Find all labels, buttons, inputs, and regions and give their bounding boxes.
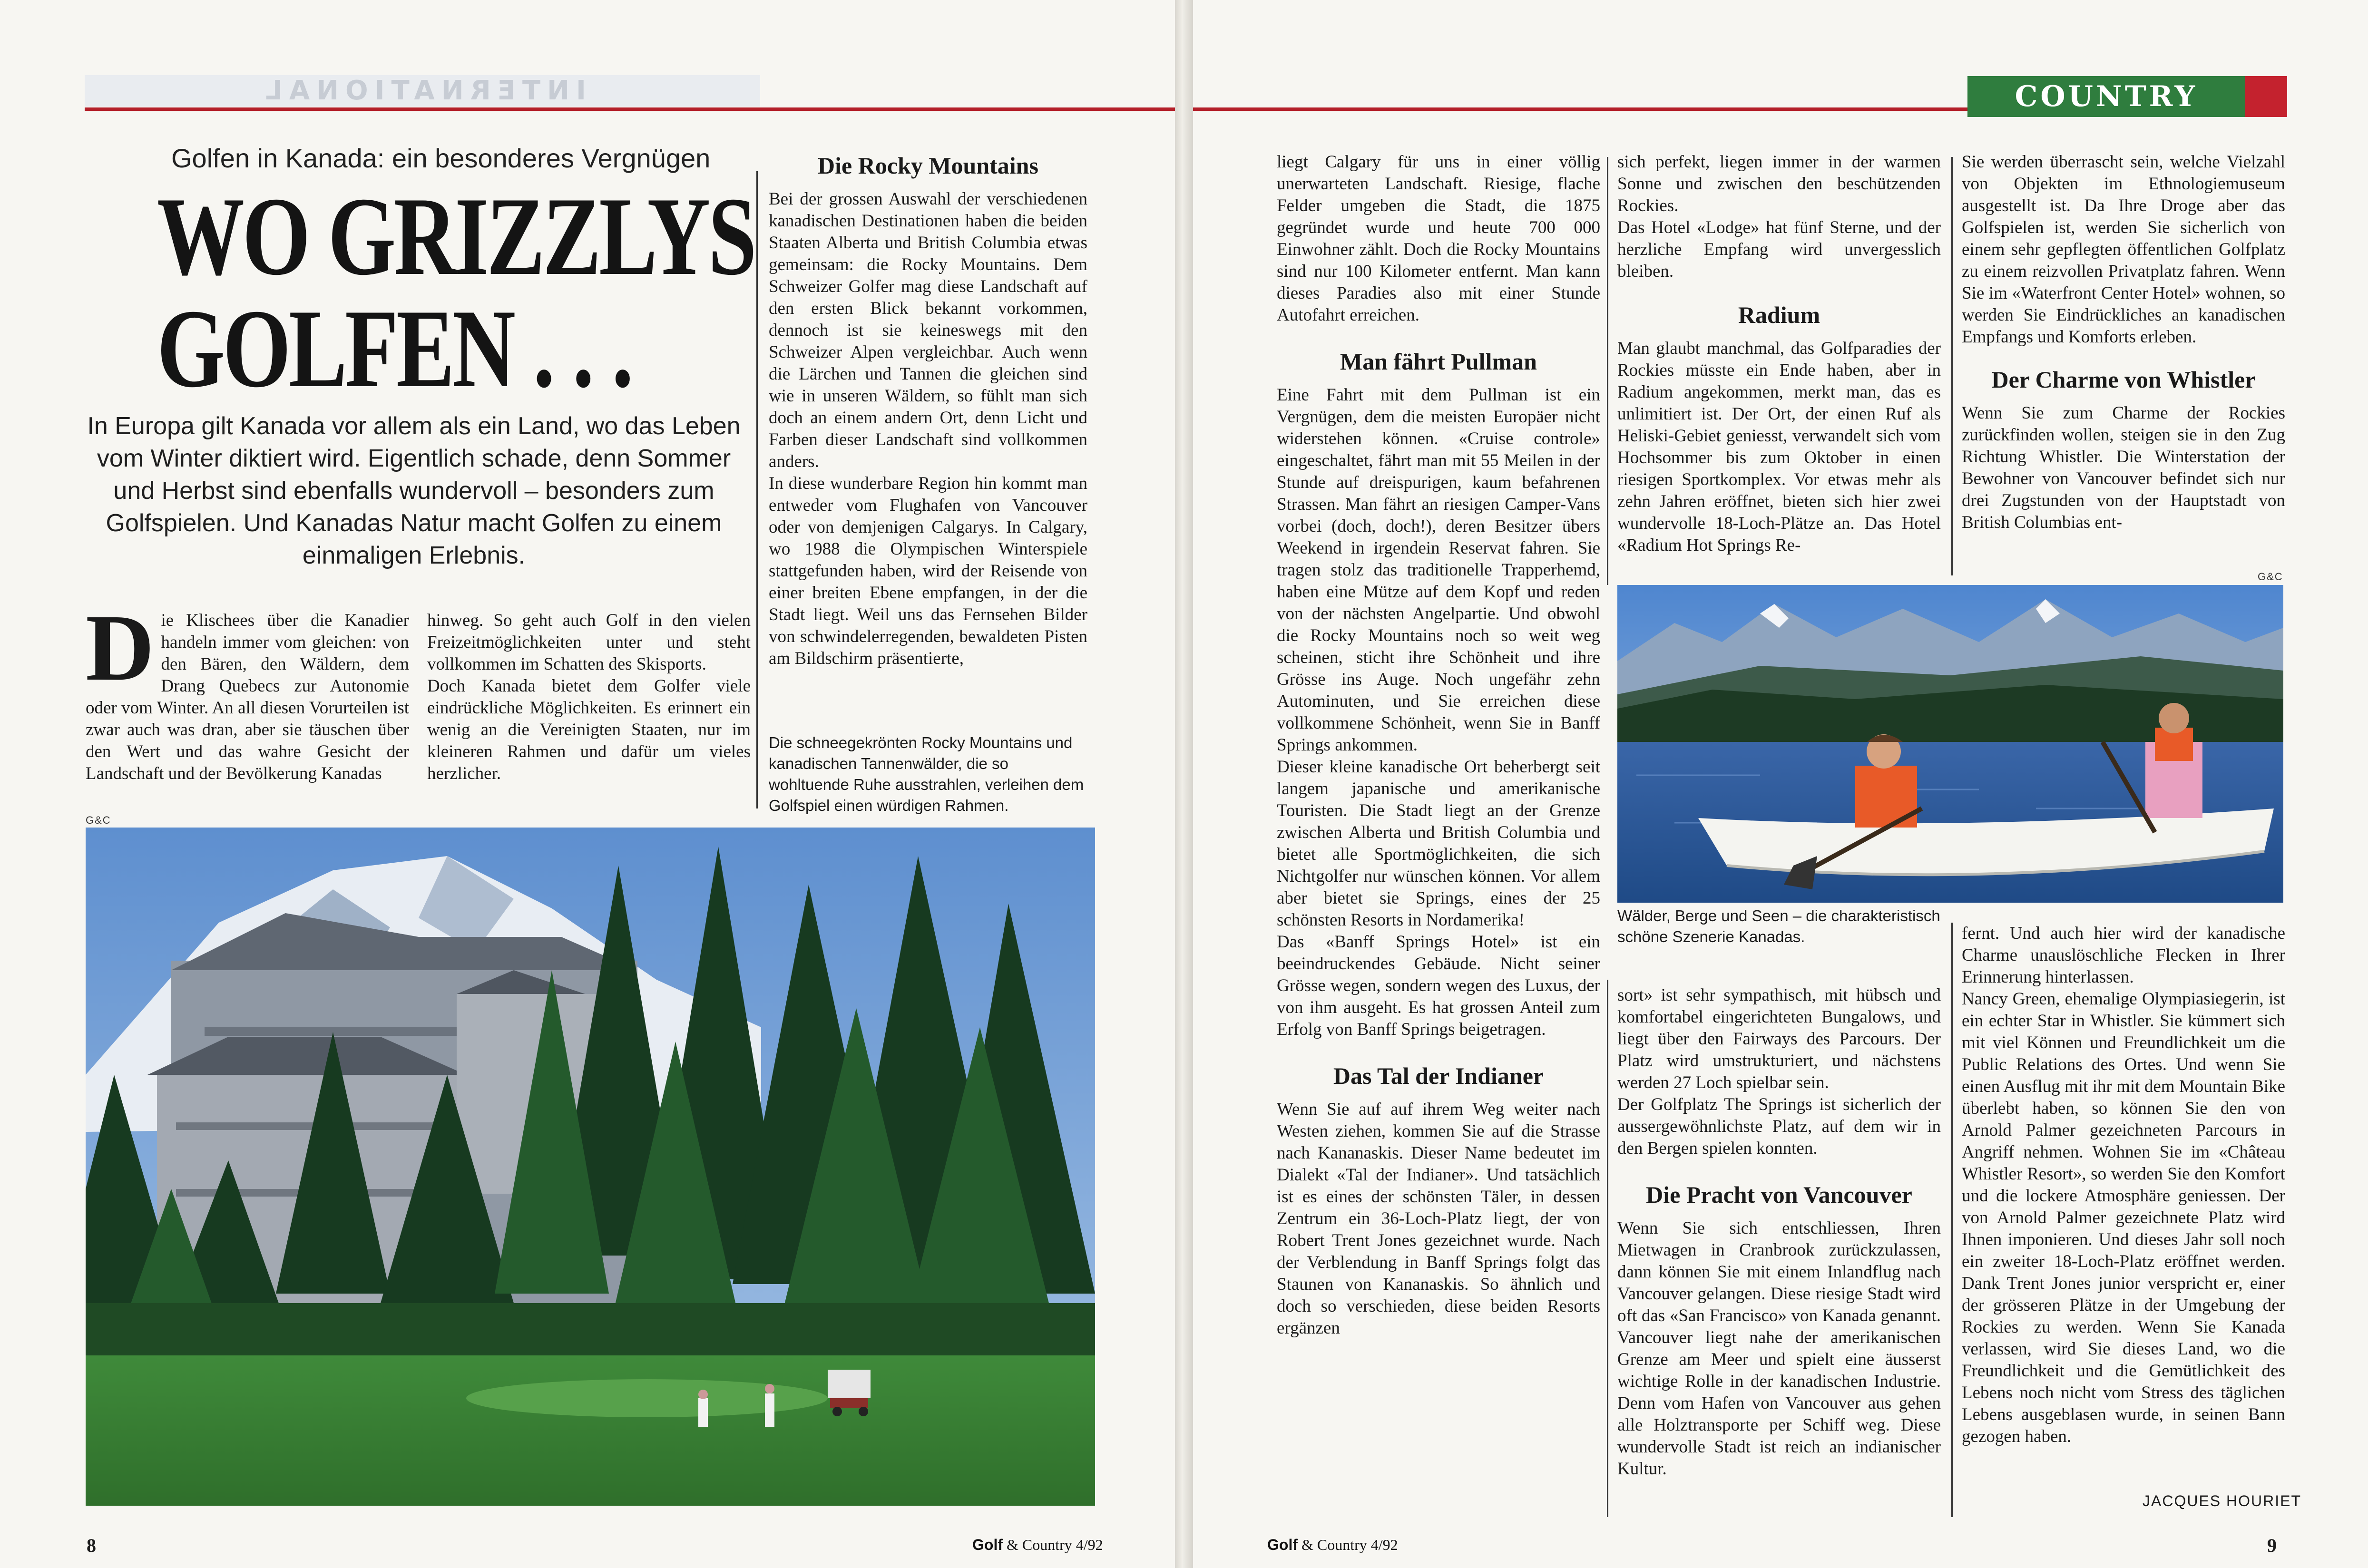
section-tab-international: INTERNATIONAL — [85, 75, 760, 107]
headline-line-1: WO GRIZZLYS — [157, 175, 755, 299]
right-column-3-bottom — [1962, 923, 2285, 1448]
footer-issue: & Country 4/92 — [1301, 1536, 1398, 1553]
footer-golf: Golf — [972, 1536, 1003, 1553]
subheading-whistler: Der Charme von Whistler — [1991, 366, 2256, 393]
footer-golf: Golf — [1267, 1536, 1298, 1553]
paragraph: Der Golfplatz The Springs ist sicherlich der aussergewöhnlichste Platz, auf dem wir in den Bergen spielen konnten. — [1617, 1095, 1941, 1158]
paragraph: Sie werden überrascht sein, welche Vielzahl von Objekten im Ethnologiemuseum ausgestellt ist. Da Ihre Droge aber das Golfspielen ist, werden Sie sicherlich von einem sehr gepflegten öffentlichen Golfplatz zu einem reizvollen Privatplatz fahren. Wenn Sie im «Waterfront Center Hotel» wohnen, so werden Sie Eindrückliches an kanadischen Empfangs und Komforts erleben. — [1962, 152, 2285, 347]
paragraph: Eine Fahrt mit dem Pullman ist ein Vergnügen, dem die meisten Europäer nicht widerstehen können. «Cruise controle» eingeschaltet, fährt man mit 55 Meilen in der Stunde auf dreispurigen, kaum befahrenen Strassen. Man fährt an riesigen Camper-Vans vorbei (doch, doch!), deren Besitzer übers Weekend in irgendein Reservat fahren. Sie tragen stolz das traditionelle Trapperhemd, haben eine Mütze auf dem Kopf und reden von der nächsten Angelpartie. Und obwohl die Rocky Mountains noch so weit weg scheinen, sticht ihre Schönheit und ihre Grösse ins Auge. Noch ungefähr zehn Autominuten, und Sie erreichen diese vollkommene Schönheit, wenn Sie in Banff Springs ankommen. — [1277, 385, 1600, 755]
resort-golf-photo — [86, 828, 1095, 1506]
footer-issue: & Country 4/92 — [1006, 1536, 1103, 1553]
column-divider — [1607, 980, 1608, 1517]
paragraph: Wenn Sie auf auf ihrem Weg weiter nach Westen ziehen, kommen Sie auf die Strasse nach Kananaskis. Dieser Name bedeutet im Dialekt «Tal der Indianer». Und tatsächlich ist es eines der schönsten Täler, in dessen Zentrum ein 36-Loch-Platz liegt, der von Robert Trent Jones gezeichnet wurde. Nach der Verblendung in Banff Springs folgt das Staunen von Kananaskis. So ähnlich und doch so verschieden, diese beiden Resorts ergänzen — [1277, 1100, 1600, 1338]
column-text: ie Klischees über die Kanadier handeln immer vom gleichen: von den Bären, den Wäldern, dem Drang Quebecs zur Autonomie oder vom Winter. An all diesen Vorurteilen ist zwar auch was dran, aber sie täuschen über den Wert und das wahre Gesicht der Landschaft und der Bevölkerung Kanadas — [86, 611, 409, 783]
header-rule-left — [85, 107, 1175, 111]
left-column-1 — [86, 595, 409, 785]
footer-magazine — [1267, 1536, 1398, 1554]
right-column-1 — [1277, 151, 1600, 1339]
paragraph: Dieser kleine kanadische Ort beherbergt seit langem japanische und amerikanische Touristen. Die Stadt liegt an der Grenze zwischen Alberta und British Columbia und bietet alle Sportmöglichkeiten, die sich Nichtgolfer nur wünschen können. Vor allem aber bietet sie Springs, eines der 25 schönsten Resorts in Nordamerika! — [1277, 757, 1600, 930]
author-signature: JACQUES HOURIET — [2143, 1492, 2302, 1510]
paragraph: fernt. Und auch hier wird der kanadische Charme unauslöschliche Flecken in Ihrer Erinnerung hinterlassen. — [1962, 924, 2285, 987]
paragraph: Bei der grossen Auswahl der verschiedenen kanadischen Destinationen haben die beiden Staaten Alberta und British Columbia etwas gemeinsam: die Rocky Mountains. Dem Schweizer Golfer mag diese Landschaft auf den ersten Blick bekannt vorkommen, dennoch ist sie keineswegs mit den Schweizer Alpen vergleichbar. Auch wenn die Lärchen und Tannen die gleichen sind wie in unseren Wäldern, so fühlt man sich doch an einem andern Ort, denn Licht und Farben dieser Landschaft sind vollkommen anders. — [769, 189, 1087, 471]
subheading-vancouver: Die Pracht von Vancouver — [1646, 1181, 1912, 1208]
section-tab-country: COUNTRY — [1967, 76, 2245, 117]
column-divider — [1607, 157, 1608, 585]
left-column-3 — [769, 151, 1087, 670]
subheading-pullman: Man fährt Pullman — [1340, 348, 1537, 375]
right-column-2-top — [1617, 151, 1941, 556]
paragraph: Wenn Sie sich entschliessen, Ihren Mietwagen in Cranbrook zurückzulassen, dann können Sie mit einem Inlandflug nach Vancouver gelangen. Diese riesige Stadt wird oft das «San Francisco» von Kanada genannt. Vancouver liegt nahe der amerikanischen Grenze am Meer und spielt eine äusserst wichtige Rolle in der kanadischen Industrie. Denn vom Hafen von Vancouver aus gehen alle Holztransporte per Schiff weg. Diese wundervolle Stadt ist reich an indianischer Kultur. — [1617, 1218, 1941, 1479]
section-tab-accent — [2245, 76, 2287, 117]
photo-credit: G&C — [86, 814, 111, 826]
right-column-2-bottom — [1617, 984, 1941, 1480]
subheading-indianer: Das Tal der Indianer — [1333, 1062, 1544, 1089]
paragraph: Das «Banff Springs Hotel» ist ein beeindruckendes Gebäude. Nicht seiner Grösse wegen, sondern wegen des Luxus, der von ihm ausgeht. Es hat grossen Anteil zum Erfolg von Banff Springs beigetragen. — [1277, 932, 1600, 1039]
photo-credit: G&C — [2258, 571, 2283, 583]
right-column-3-top — [1962, 151, 2285, 534]
canoe-lake-photo — [1617, 585, 2283, 903]
article-lead: In Europa gilt Kanada vor allem als ein Land, wo das Leben vom Winter diktiert wird. Eigentlich schade, denn Sommer und Herbst sind ebenfalls wundervoll – besonders zum Golfspielen. Und Kanadas Natur macht Golfen zu einem einmaligen Erlebnis. — [87, 412, 741, 569]
headline-line-2: GOLFEN . . . — [157, 287, 632, 411]
left-page — [0, 0, 1175, 1568]
photo-caption: Die schneegekrönten Rocky Mountains und kanadischen Tannenwälder, die so wohltuende Ruhe ausstrahlen, verleihen dem Golfspiel einen würdigen Rahmen. — [769, 734, 1084, 814]
paragraph: liegt Calgary für uns in einer völlig unerwarteten Landschaft. Riesige, flache Felder umgeben die Stadt, die 1875 gegründet wurde und heute 700 000 Einwohner zählt. Doch die Rocky Mountains sind nur 100 Kilometer entfernt. Man kann dieses Paradies also mit einer Stunde Autofahrt erreichen. — [1277, 152, 1600, 325]
paragraph: Wenn Sie zum Charme der Rockies zurückfinden wollen, steigen sie in den Zug Richtung Whistler. Die Winterstation der Bewohner von Vancouver befindet sich nur drei Zugstunden von der Hauptstadt von British Columbias ent- — [1962, 403, 2285, 532]
paragraph: Das Hotel «Lodge» hat fünf Sterne, und der herzliche Empfang wird unvergesslich bleiben. — [1617, 218, 1941, 281]
photo-caption: Wälder, Berge und Seen – die charakteristisch schöne Szenerie Kanadas. — [1617, 907, 1940, 945]
paragraph: Doch Kanada bietet dem Golfer viele eindrückliche Möglichkeiten. Es erinnert ein wenig an die Vereinigten Staaten, nur im kleineren Rahmen und dafür um vieles herzlicher. — [427, 676, 751, 783]
article-kicker: Golfen in Kanada: ein besonderes Vergnügen — [171, 143, 711, 173]
gutter — [1175, 0, 1193, 1568]
article-headline — [157, 175, 755, 411]
column-divider — [756, 171, 758, 808]
column-divider — [1951, 923, 1953, 1517]
paragraph: sort» ist sehr sympathisch, mit hübsch und komfortabel eingerichteten Bungalows, und liegt über den Fairways des Parcours. Der Platz wird umstrukturiert, und nächstens werden 27 Loch spielbar sein. — [1617, 985, 1941, 1092]
subheading: Die Rocky Mountains — [818, 152, 1038, 179]
paragraph: hinweg. So geht auch Golf in den vielen Freizeitmöglichkeiten unter und steht vollkommen im Schatten des Skisports. — [427, 611, 751, 674]
footer-magazine — [972, 1536, 1103, 1554]
page-number: 9 — [2267, 1535, 2277, 1556]
column-divider — [1951, 157, 1953, 575]
drop-cap: D — [86, 595, 155, 701]
paragraph: Nancy Green, ehemalige Olympiasiegerin, ist ein echter Star in Whistler. Sie kümmert sich mit viel Können und Freundlichkeit um die Public Relations des Ortes. Und wenn Sie einen Ausflug mit ihr mit dem Mountain Bike überlebt haben, so können Sie den von Arnold Palmer gezeichneten Parcours in Angriff nehmen. Wohnen Sie im «Château Whistler Resort», so werden Sie den Komfort und die lockere Atmosphäre geniessen. Der von Arnold Palmer gezeichnete Platz wird Ihnen imponieren. Und dieses Jahr soll noch ein zweiter 18-Loch-Platz eröffnet werden. Dank Trent Jones junior verspricht er, einer der grösseren Plätze in der Umgebung der Rockies zu werden. Wenn Sie Kanada verlassen, wird Sie dieses Land, wo die Freundlichkeit und die Gemütlichkeit des Lebens noch nicht vom Stress des täglichen Lebens ausgeblasen wurde, in seinen Bann gezogen haben. — [1962, 989, 2285, 1446]
paragraph: In diese wunderbare Region hin kommt man entweder vom Flughafen von Vancouver oder von demjenigen Calgarys. In Calgary, wo 1988 die Olympischen Winterspiele stattgefunden haben, wird der Reisende von einer breiten Ebene empfangen, in der die Stadt liegt. Weil uns das Fernsehen Bilder von schwindelerregenden, bewaldeten Pisten am Bildschirm präsentierte, — [769, 474, 1087, 668]
page-number: 8 — [87, 1535, 96, 1556]
left-column-2 — [427, 610, 751, 785]
paragraph: sich perfekt, liegen immer in der warmen Sonne und zwischen den beschützenden Rockies. — [1617, 152, 1941, 215]
paragraph: Man glaubt manchmal, das Golfparadies der Rockies müsste ein Ende haben, aber in Radium angekommen, merkt man, das es unlimitiert ist. Der Ort, der einen Ruf als Heliski-Gebiet geniesst, verwandelt sich vom Hochsommer bis zum Oktober in einen riesigen Sportkomplex. Vor etwas mehr als zehn Jahren eröffnet, bieten sich hier zwei wundervolle 18-Loch-Plätze an. Das Hotel «Radium Hot Springs Re- — [1617, 339, 1941, 555]
subheading-radium: Radium — [1738, 302, 1820, 328]
